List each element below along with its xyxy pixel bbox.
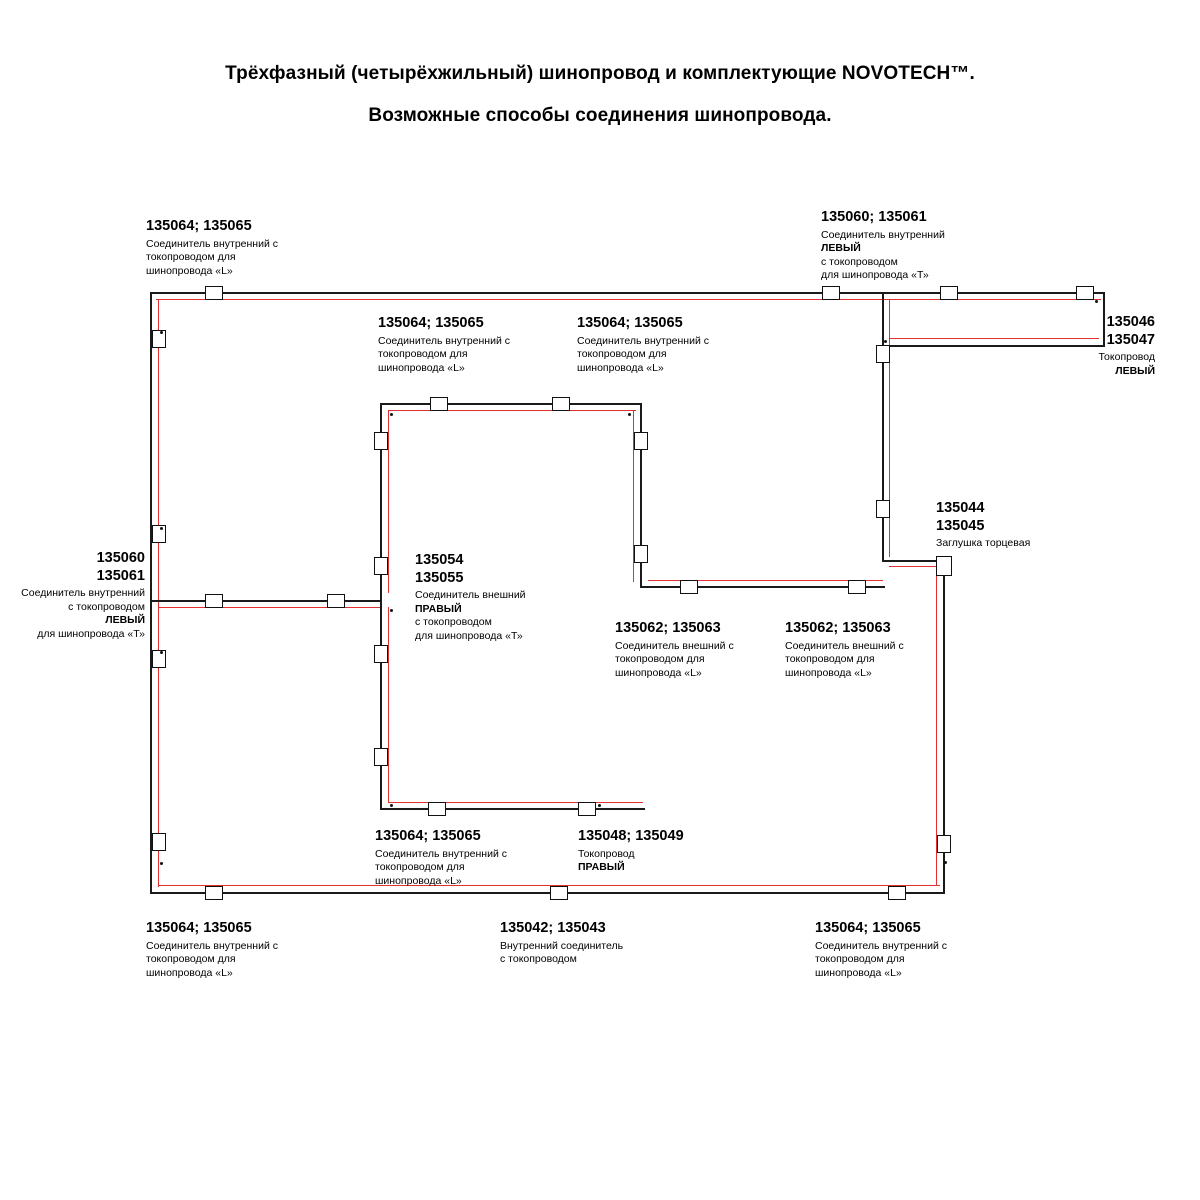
connector-left-mid[interactable] [152, 525, 166, 543]
conductor-center-top [388, 410, 636, 411]
rail-outer-top [150, 292, 1105, 294]
label-desc: Внутренний соединитель с токопроводом [500, 939, 624, 966]
label-desc: Соединитель внутренний с токопроводом для шинопровода «L» [815, 939, 947, 979]
connector-135064-lower[interactable] [428, 802, 446, 816]
label-code: 135064; 135065 [577, 315, 683, 331]
label-code: 135062; 135063 [785, 620, 891, 636]
connector-right-branch-lower[interactable] [876, 500, 890, 518]
connector-left-lower[interactable] [152, 650, 166, 668]
label-top-left-inner [146, 218, 278, 278]
label-desc: Соединитель внутренний с токопроводом ЛЕВЫЙ для шинопровода «Т» [21, 587, 145, 640]
dot-lower-horizontal [390, 804, 393, 807]
conductor-lower-horizontal [388, 802, 643, 803]
connector-center-left-lower[interactable] [374, 557, 388, 575]
label-bottom-right-inner [815, 920, 947, 980]
dot-right-edge [1095, 300, 1098, 303]
label-desc: Соединитель внутренний с токопроводом для шинопровода «L» [146, 237, 278, 277]
connector-left-bottom[interactable] [152, 833, 166, 851]
label-code: 135062; 135063 [615, 620, 721, 636]
connector-top-right-mid[interactable] [940, 286, 958, 300]
connector-center-top-right[interactable] [552, 397, 570, 411]
connector-right-lower[interactable] [937, 835, 951, 853]
label-desc: Заглушка торцевая [936, 537, 1031, 550]
label-mid-top-left-inner [378, 315, 510, 375]
dot-lower-left-top [390, 609, 393, 612]
connector-135064-top-left[interactable] [205, 286, 223, 300]
connector-135060-top[interactable] [822, 286, 840, 300]
rail-lower-horizontal [380, 808, 645, 810]
connector-135062-right[interactable] [848, 580, 866, 594]
rail-center-top [380, 403, 642, 405]
label-code: 135064; 135065 [378, 315, 484, 331]
label-code: 135064; 135065 [375, 828, 481, 844]
conductor-lower-mid-vertical [388, 607, 389, 803]
connector-left-upper[interactable] [152, 330, 166, 348]
label-code-1: 135054 [415, 552, 464, 568]
rail-outer-bottom [150, 892, 945, 894]
label-desc: Соединитель внешний ПРАВЫЙ с токопроводом для шинопровода «Т» [415, 589, 526, 642]
conductor-right-link [889, 566, 939, 567]
rail-lower-mid-vertical [380, 600, 382, 810]
label-code-2: 135061 [96, 567, 145, 584]
dot-left-mid [160, 527, 163, 530]
label-code: 135048; 135049 [578, 828, 684, 844]
label-desc: Соединитель внутренний с токопроводом для шинопровода «L» [375, 847, 507, 887]
dot-left-bottom [160, 862, 163, 865]
connector-center-right-lower[interactable] [634, 545, 648, 563]
rail-outer-left [150, 292, 152, 894]
label-code: 135064; 135065 [815, 920, 921, 936]
connector-bottom-left[interactable] [205, 886, 223, 900]
label-code-2: 135055 [415, 569, 464, 586]
connector-135048-feed[interactable] [578, 802, 596, 816]
label-code: 135060; 135061 [821, 209, 927, 225]
rail-right-branch-vertical [882, 292, 884, 562]
dot-left-upper [160, 331, 163, 334]
label-code-1: 135060 [96, 550, 145, 566]
connector-right-branch-upper[interactable] [876, 345, 890, 363]
label-feed-right [578, 828, 684, 875]
dot-left-lower [160, 651, 163, 654]
dot-center-top-left [390, 413, 393, 416]
label-left-t-connector [0, 550, 145, 641]
label-top-right-left-t [821, 209, 945, 282]
label-code: 135064; 135065 [146, 920, 252, 936]
page-title-line-1: Трёхфазный (четырёхжильный) шинопровод и комплектующие NOVOTECH™. [225, 63, 975, 84]
label-code-1: 135046 [1106, 314, 1155, 330]
connector-center-left-upper[interactable] [374, 432, 388, 450]
dot-right-branch [884, 340, 887, 343]
conductor-outer-top [156, 299, 1101, 300]
label-code-2: 135045 [936, 517, 985, 534]
label-mid-top-right-inner [577, 315, 709, 375]
connector-center-right-upper[interactable] [634, 432, 648, 450]
label-desc: Соединитель внутренний с токопроводом для шинопровода «L» [378, 334, 510, 374]
rail-lower-left-top [150, 600, 382, 602]
label-center-right-t [415, 552, 526, 643]
page-title-line-2: Возможные способы соединения шинопровода. [368, 105, 832, 126]
connector-135044-end-cap[interactable] [936, 556, 952, 576]
dot-right-bottom [944, 861, 947, 864]
label-bottom-left-inner [146, 920, 278, 980]
connector-lower-mid-upper[interactable] [374, 645, 388, 663]
connector-135060-left-t[interactable] [205, 594, 223, 608]
label-desc: Токопровод ЛЕВЫЙ [1098, 351, 1155, 377]
label-desc: Соединитель внутренний с токопроводом для шинопровода «L» [577, 334, 709, 374]
label-desc: Соединитель внешний с токопроводом для шинопровода «L» [615, 639, 734, 679]
label-desc: Соединитель внешний с токопроводом для шинопровода «L» [785, 639, 904, 679]
connector-center-top-left[interactable] [430, 397, 448, 411]
label-right-feed-left [960, 314, 1155, 378]
label-outer-l-left [615, 620, 734, 680]
conductor-lower-left-top [158, 607, 380, 608]
label-code-1: 135044 [936, 500, 985, 516]
label-desc: Соединитель внутренний ЛЕВЫЙ с токопроводом для шинопровода «Т» [821, 228, 945, 281]
connector-135062-left[interactable] [680, 580, 698, 594]
connector-lower-mid-lower[interactable] [374, 748, 388, 766]
conductor-outer-bottom [158, 885, 940, 886]
label-inner-l-lower-mid [375, 828, 507, 888]
connector-135042-bottom-center[interactable] [550, 886, 568, 900]
conductor-center-left [388, 410, 389, 593]
dot-feed-right [598, 804, 601, 807]
label-desc: Токопровод ПРАВЫЙ [578, 847, 635, 874]
label-code-2: 135047 [1106, 331, 1155, 348]
label-code: 135064; 135065 [146, 218, 252, 234]
connector-bottom-right[interactable] [888, 886, 906, 900]
dot-center-top-right [628, 413, 631, 416]
conductor-outer-left [158, 299, 159, 887]
label-bottom-center-inner [500, 920, 623, 967]
label-outer-l-right [785, 620, 904, 680]
connector-135046-right[interactable] [1076, 286, 1094, 300]
label-desc: Соединитель внутренний с токопроводом для шинопровода «L» [146, 939, 278, 979]
connector-lower-left-top-mid[interactable] [327, 594, 345, 608]
label-code: 135042; 135043 [500, 920, 606, 936]
label-end-cap [936, 500, 1030, 551]
